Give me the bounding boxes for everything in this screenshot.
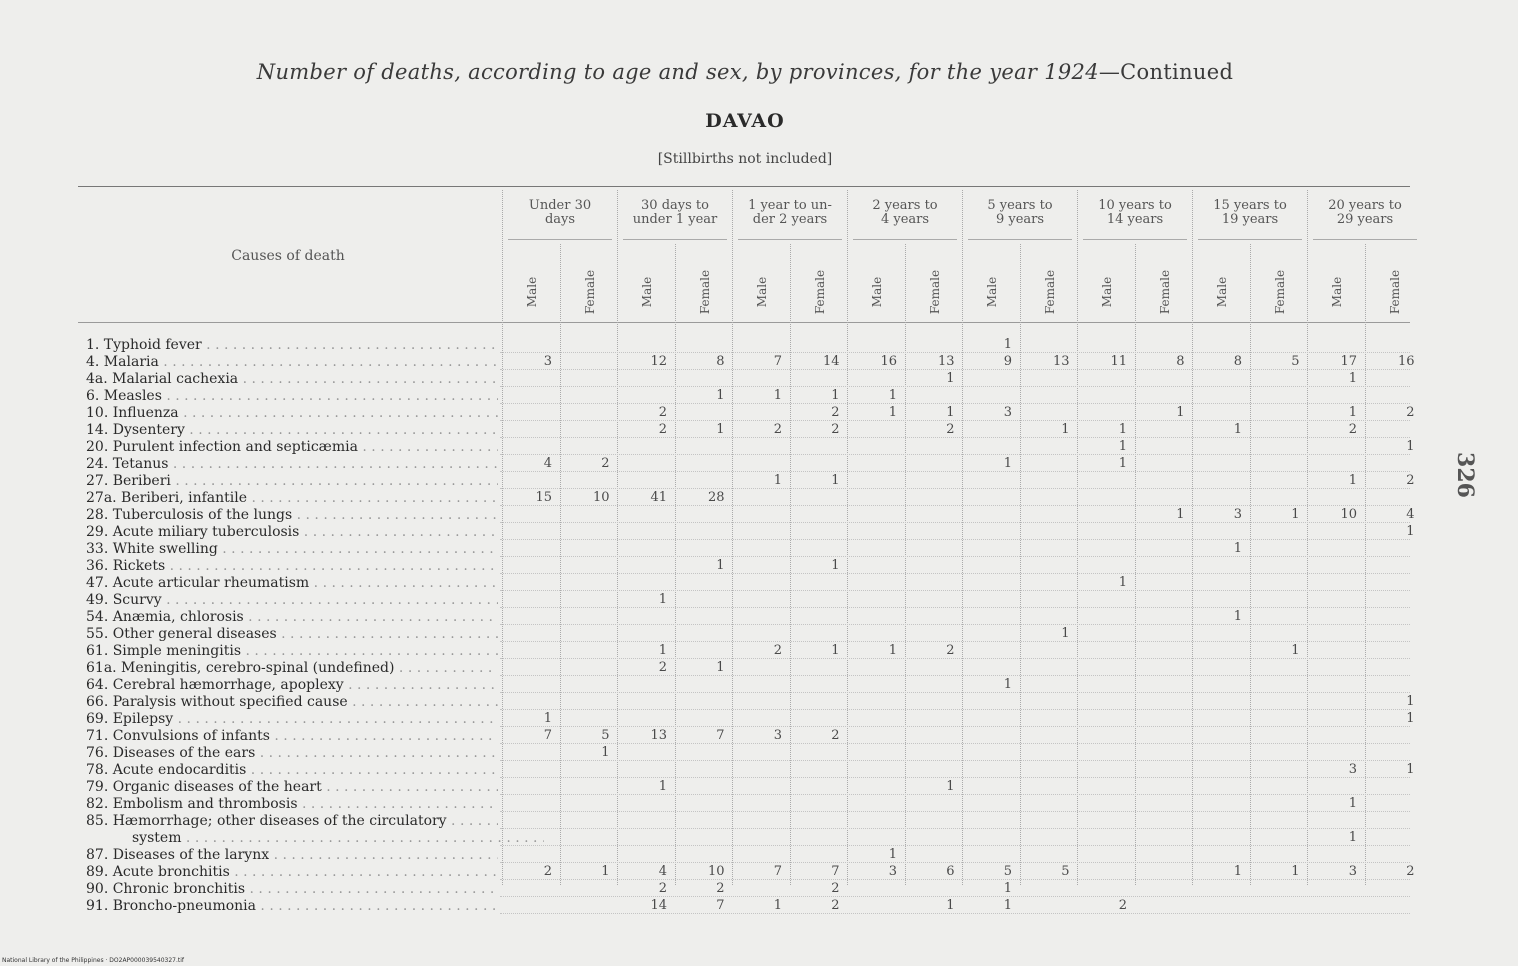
death-count-cell: 2: [658, 660, 667, 675]
cause-of-death: 33. White swelling . . .: [86, 541, 498, 557]
age-group-rule: [1198, 239, 1302, 240]
cause-of-death: 49. Scurvy . . .: [86, 592, 498, 608]
death-count-cell: 1: [773, 388, 782, 403]
age-group-header: 15 years to 19 years: [1213, 198, 1287, 227]
death-count-cell: 2: [1406, 473, 1415, 488]
row-dotted-rule: [500, 386, 1410, 387]
death-count-cell: 3: [773, 728, 782, 743]
death-count-cell: 1: [1233, 609, 1242, 624]
cause-of-death: 90. Chronic bronchitis . . .: [86, 881, 498, 897]
table-header-rule: [78, 322, 1410, 323]
male-column-header: Male: [525, 276, 539, 308]
age-group-header: 30 days to under 1 year: [632, 198, 718, 227]
cause-of-death: 64. Cerebral hæmorrhage, apoplexy . . .: [86, 677, 498, 693]
death-count-cell: 3: [1003, 405, 1012, 420]
age-group-rule: [968, 239, 1072, 240]
death-count-cell: 17: [1340, 354, 1357, 369]
title-tail: —Continued: [1098, 60, 1234, 84]
death-count-cell: 15: [535, 490, 552, 505]
sex-divider: [1250, 244, 1251, 885]
death-count-cell: 3: [1348, 864, 1357, 879]
row-dotted-rule: [500, 454, 1410, 455]
cause-of-death: 14. Dysentery . . .: [86, 422, 498, 438]
cause-of-death: 1. Typhoid fever . . .: [86, 337, 498, 353]
cause-of-death: 4. Malaria . . .: [86, 354, 498, 370]
death-count-cell: 11: [1110, 354, 1127, 369]
death-count-cell: 2: [946, 422, 955, 437]
death-count-cell: 1: [773, 898, 782, 913]
death-count-cell: 1: [946, 898, 955, 913]
cause-of-death: 47. Acute articular rheumatism . . .: [86, 575, 498, 591]
death-count-cell: 16: [880, 354, 897, 369]
death-count-cell: 1: [888, 643, 897, 658]
female-column-header: Female: [1042, 269, 1057, 315]
cause-of-death: 66. Paralysis without specified cause . . .: [86, 694, 498, 710]
death-count-cell: 13: [650, 728, 667, 743]
death-count-cell: 3: [543, 354, 552, 369]
death-count-cell: 1: [1003, 456, 1012, 471]
death-count-cell: 1: [831, 473, 840, 488]
stillbirths-note: [Stillbirths not included]: [657, 151, 833, 167]
death-count-cell: 1: [1233, 541, 1242, 556]
cause-of-death: 27a. Beriberi, infantile . . .: [86, 490, 498, 506]
title-main: Number of deaths, according to age and sex, by provinces, for the year 1924: [256, 60, 1099, 84]
death-count-cell: 7: [773, 864, 782, 879]
cause-of-death: 27. Beriberi . . .: [86, 473, 498, 489]
death-count-cell: 1: [946, 779, 955, 794]
page-number: 326: [1451, 452, 1478, 498]
death-count-cell: 1: [1406, 524, 1415, 539]
death-count-cell: 1: [601, 745, 610, 760]
death-count-cell: 1: [1003, 881, 1012, 896]
death-count-cell: 28: [707, 490, 725, 505]
province-heading: DAVAO: [705, 110, 785, 132]
death-count-cell: 1: [1291, 864, 1300, 879]
cause-of-death: 20. Purulent infection and septicæmia . . .: [86, 439, 498, 455]
age-group-rule: [1313, 239, 1417, 240]
cause-of-death: 79. Organic diseases of the heart . . .: [86, 779, 498, 795]
death-count-cell: 1: [888, 405, 897, 420]
sex-divider: [905, 244, 906, 885]
sex-divider: [1135, 244, 1136, 885]
male-column-header: Male: [870, 276, 884, 308]
row-dotted-rule: [500, 352, 1410, 353]
death-count-cell: 1: [946, 371, 955, 386]
group-divider: [502, 190, 503, 885]
death-count-cell: 4: [658, 864, 667, 879]
cause-of-death: 87. Diseases of the larynx . . .: [86, 847, 498, 863]
group-divider: [1192, 190, 1193, 885]
male-column-header: Male: [1100, 276, 1114, 308]
row-dotted-rule: [500, 828, 1410, 829]
row-dotted-rule: [500, 692, 1410, 693]
death-count-cell: 2: [1348, 422, 1357, 437]
row-dotted-rule: [500, 845, 1410, 846]
row-dotted-rule: [500, 573, 1410, 574]
death-count-cell: 12: [650, 354, 667, 369]
causes-column-header: Causes of death: [231, 248, 345, 264]
scan-footer: National Library of the Philippines · DO2AP000039540327.tif: [2, 957, 185, 964]
row-dotted-rule: [500, 590, 1410, 591]
male-column-header: Male: [755, 276, 769, 308]
death-count-cell: 2: [831, 405, 840, 420]
age-group-rule: [853, 239, 957, 240]
female-column-header: Female: [812, 269, 827, 315]
death-count-cell: 2: [831, 881, 840, 896]
death-count-cell: 5: [601, 728, 610, 743]
death-count-cell: 2: [658, 405, 667, 420]
death-count-cell: 1: [1348, 796, 1357, 811]
cause-of-death: 24. Tetanus . . .: [86, 456, 498, 472]
death-count-cell: 1: [1291, 643, 1300, 658]
death-count-cell: 10: [592, 490, 610, 505]
death-count-cell: 6: [946, 864, 955, 879]
row-dotted-rule: [500, 709, 1410, 710]
death-count-cell: 10: [707, 864, 725, 879]
cause-of-death: 36. Rickets . . .: [86, 558, 498, 574]
death-count-cell: 7: [716, 728, 725, 743]
death-count-cell: 1: [1291, 507, 1300, 522]
death-count-cell: 3: [1348, 762, 1357, 777]
cause-of-death: 85. Hæmorrhage; other diseases of the circulatory . . .: [86, 813, 498, 829]
row-dotted-rule: [500, 403, 1410, 404]
death-count-cell: 2: [658, 881, 667, 896]
death-count-cell: 41: [650, 490, 667, 505]
death-count-cell: 1: [1061, 422, 1070, 437]
death-count-cell: 1: [658, 779, 667, 794]
row-dotted-rule: [500, 811, 1410, 812]
death-count-cell: 1: [831, 558, 840, 573]
age-group-rule: [508, 239, 612, 240]
death-count-cell: 2: [946, 643, 955, 658]
death-count-cell: 7: [543, 728, 552, 743]
age-group-header: 5 years to 9 years: [987, 198, 1053, 227]
death-count-cell: 1: [1348, 371, 1357, 386]
cause-of-death: 78. Acute endocarditis . . .: [86, 762, 498, 778]
death-count-cell: 16: [1397, 354, 1415, 369]
death-count-cell: 2: [716, 881, 725, 896]
female-column-header: Female: [582, 269, 597, 315]
death-count-cell: 1: [888, 847, 897, 862]
death-count-cell: 1: [1176, 405, 1185, 420]
death-count-cell: 1: [543, 711, 552, 726]
sex-divider: [790, 244, 791, 885]
cause-of-death: 6. Measles . . .: [86, 388, 498, 404]
row-dotted-rule: [500, 726, 1410, 727]
row-dotted-rule: [500, 760, 1410, 761]
death-count-cell: 1: [1348, 830, 1357, 845]
female-column-header: Female: [1387, 269, 1402, 315]
death-count-cell: 1: [1233, 422, 1242, 437]
death-count-cell: 1: [1003, 898, 1012, 913]
death-count-cell: 8: [1233, 354, 1242, 369]
male-column-header: Male: [640, 276, 654, 308]
death-count-cell: 3: [888, 864, 897, 879]
death-count-cell: 1: [888, 388, 897, 403]
age-group-header: 2 years to 4 years: [872, 198, 938, 227]
death-count-cell: 5: [1061, 864, 1070, 879]
sex-divider: [1020, 244, 1021, 885]
cause-of-death: 71. Convulsions of infants . . .: [86, 728, 498, 744]
cause-of-death: system . . .: [86, 830, 544, 846]
death-count-cell: 1: [1118, 456, 1127, 471]
age-group-rule: [1083, 239, 1187, 240]
group-divider: [962, 190, 963, 885]
death-count-cell: 1: [773, 473, 782, 488]
death-count-cell: 1: [716, 660, 725, 675]
group-divider: [732, 190, 733, 885]
death-count-cell: 5: [1291, 354, 1300, 369]
death-count-cell: 1: [831, 643, 840, 658]
sex-divider: [675, 244, 676, 885]
female-column-header: Female: [1272, 269, 1287, 315]
death-count-cell: 4: [543, 456, 552, 471]
death-count-cell: 1: [1176, 507, 1185, 522]
group-divider: [1307, 190, 1308, 885]
row-dotted-rule: [500, 777, 1410, 778]
death-count-cell: 1: [716, 422, 725, 437]
death-count-cell: 7: [773, 354, 782, 369]
death-count-cell: 1: [601, 864, 610, 879]
cause-of-death: 76. Diseases of the ears . . .: [86, 745, 498, 761]
sex-divider: [560, 244, 561, 885]
cause-of-death: 54. Anæmia, chlorosis . . .: [86, 609, 498, 625]
group-divider: [1077, 190, 1078, 885]
cause-of-death: 55. Other general diseases . . .: [86, 626, 498, 642]
death-count-cell: 2: [601, 456, 610, 471]
cause-of-death: 82. Embolism and thrombosis . . .: [86, 796, 498, 812]
death-count-cell: 1: [658, 592, 667, 607]
group-divider: [847, 190, 848, 885]
death-count-cell: 1: [1003, 677, 1012, 692]
cause-of-death: 10. Influenza . . .: [86, 405, 498, 421]
row-dotted-rule: [500, 539, 1410, 540]
death-count-cell: 3: [1233, 507, 1242, 522]
male-column-header: Male: [1215, 276, 1229, 308]
death-count-cell: 2: [543, 864, 552, 879]
group-divider: [617, 190, 618, 885]
row-dotted-rule: [500, 624, 1410, 625]
death-count-cell: 1: [1406, 711, 1415, 726]
death-count-cell: 1: [1118, 439, 1127, 454]
male-column-header: Male: [985, 276, 999, 308]
death-count-cell: 1: [1406, 694, 1415, 709]
row-dotted-rule: [500, 862, 1410, 863]
death-count-cell: 1: [1118, 422, 1127, 437]
death-count-cell: 7: [716, 898, 725, 913]
death-count-cell: 2: [831, 728, 840, 743]
death-count-cell: 1: [658, 643, 667, 658]
row-dotted-rule: [500, 488, 1410, 489]
death-count-cell: 13: [1052, 354, 1070, 369]
death-count-cell: 1: [716, 558, 725, 573]
cause-of-death: 69. Epilepsy . . .: [86, 711, 498, 727]
death-count-cell: 2: [773, 643, 782, 658]
age-group-header: 10 years to 14 years: [1098, 198, 1172, 227]
death-count-cell: 9: [1003, 354, 1012, 369]
death-count-cell: 2: [831, 422, 840, 437]
death-count-cell: 14: [822, 354, 840, 369]
age-group-header: 20 years to 29 years: [1328, 198, 1402, 227]
death-count-cell: 8: [716, 354, 725, 369]
death-count-cell: 1: [831, 388, 840, 403]
death-count-cell: 1: [1406, 762, 1415, 777]
death-count-cell: 7: [831, 864, 840, 879]
cause-of-death: 91. Broncho-pneumonia . . .: [86, 898, 498, 914]
death-count-cell: 2: [773, 422, 782, 437]
death-count-cell: 1: [1003, 337, 1012, 352]
cause-of-death: 4a. Malarial cachexia . . .: [86, 371, 498, 387]
death-count-cell: 13: [937, 354, 955, 369]
male-column-header: Male: [1330, 276, 1344, 308]
death-count-cell: 2: [831, 898, 840, 913]
death-count-cell: 2: [1406, 405, 1415, 420]
death-count-cell: 1: [1118, 575, 1127, 590]
death-count-cell: 1: [946, 405, 955, 420]
cause-of-death: 61a. Meningitis, cerebro-spinal (undefined) . . .: [86, 660, 498, 676]
age-group-header: 1 year to un- der 2 years: [748, 198, 832, 227]
age-group-rule: [623, 239, 727, 240]
sex-divider: [1365, 244, 1366, 885]
cause-of-death: 89. Acute bronchitis . . .: [86, 864, 498, 880]
age-group-header: Under 30 days: [528, 198, 592, 227]
death-count-cell: 2: [1406, 864, 1415, 879]
cause-of-death: 29. Acute miliary tuberculosis . . .: [86, 524, 498, 540]
death-count-cell: 14: [650, 898, 667, 913]
death-count-cell: 5: [1003, 864, 1012, 879]
death-count-cell: 10: [1340, 507, 1357, 522]
table-title: [0, 60, 1490, 84]
death-count-cell: 1: [1348, 473, 1357, 488]
cause-of-death: 61. Simple meningitis . . .: [86, 643, 498, 659]
row-dotted-rule: [500, 556, 1410, 557]
table-top-rule: [78, 186, 1410, 187]
death-count-cell: 1: [716, 388, 725, 403]
death-count-cell: 1: [1061, 626, 1070, 641]
age-group-rule: [738, 239, 842, 240]
row-dotted-rule: [500, 471, 1410, 472]
row-dotted-rule: [500, 641, 1410, 642]
death-count-cell: 8: [1176, 354, 1185, 369]
death-count-cell: 4: [1406, 507, 1415, 522]
death-count-cell: 2: [1118, 898, 1127, 913]
death-count-cell: 1: [1348, 405, 1357, 420]
female-column-header: Female: [1157, 269, 1172, 315]
death-count-cell: 1: [1233, 864, 1242, 879]
death-count-cell: 2: [658, 422, 667, 437]
female-column-header: Female: [697, 269, 712, 315]
cause-of-death: 28. Tuberculosis of the lungs . . .: [86, 507, 498, 523]
death-count-cell: 1: [1406, 439, 1415, 454]
female-column-header: Female: [927, 269, 942, 315]
